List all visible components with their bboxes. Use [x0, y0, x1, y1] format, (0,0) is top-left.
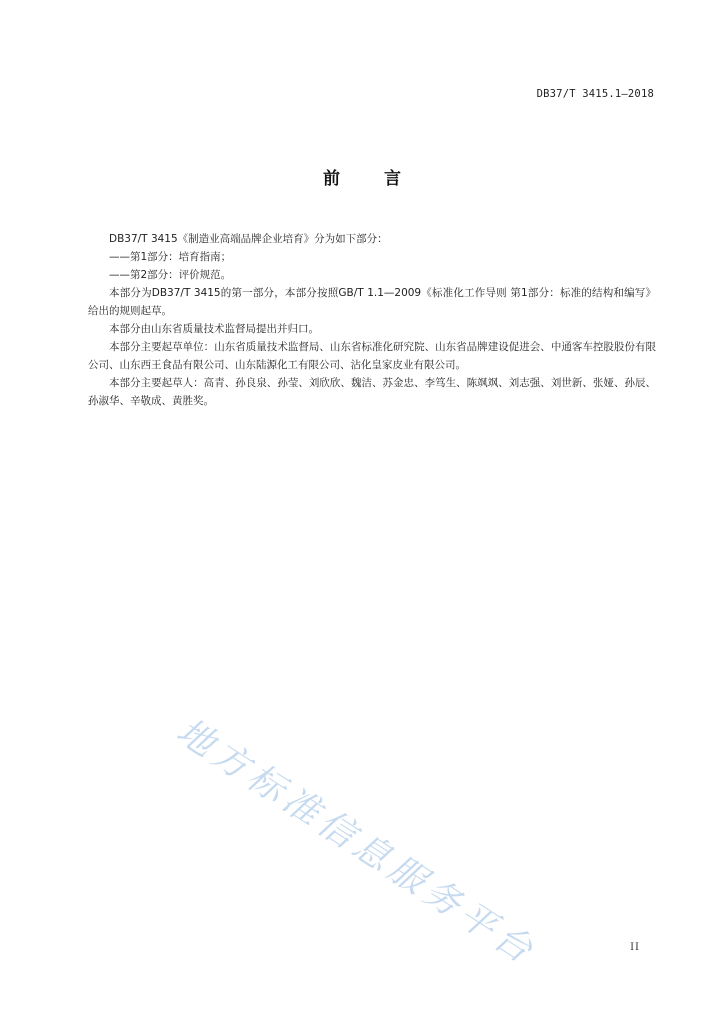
page-title — [0, 164, 724, 189]
paragraph-proposer: 本部分由山东省质量技术监督局提出并归口。 — [109, 323, 319, 335]
paragraph-part-2: ——第2部分：评价规范。 — [109, 269, 232, 281]
title-char-2: 言 — [384, 169, 401, 189]
watermark: 地方标准信息服务平台 — [169, 710, 544, 974]
foreword-body — [88, 230, 656, 410]
paragraph-drafters: 本部分主要起草人：高青、孙良泉、孙莹、刘欣欣、魏洁、苏金忠、李笃生、陈飒飒、刘志强、刘世新、张娅、孙辰、孙淑华、辛敬成、黄胜奖。 — [88, 377, 656, 407]
page-number: II — [630, 942, 640, 953]
paragraph-part-1: ——第1部分：培育指南； — [109, 251, 232, 263]
standard-number: DB37/T 3415.1—2018 — [536, 88, 654, 100]
paragraph-parts-intro: DB37/T 3415《制造业高端品牌企业培育》分为如下部分： — [109, 233, 388, 245]
paragraph-drafting-units: 本部分主要起草单位：山东省质量技术监督局、山东省标准化研究院、山东省品牌建设促进会、中通客车控股股份有限公司、山东西王食品有限公司、山东陆源化工有限公司、沾化皇家皮业有限公司。 — [88, 341, 656, 371]
paragraph-drafting-rules: 本部分为DB37/T 3415的第一部分，本部分按照GB/T 1.1—2009《标准化工作导则 第1部分：标准的结构和编写》给出的规则起草。 — [88, 287, 656, 317]
title-char-1: 前 — [323, 169, 340, 189]
